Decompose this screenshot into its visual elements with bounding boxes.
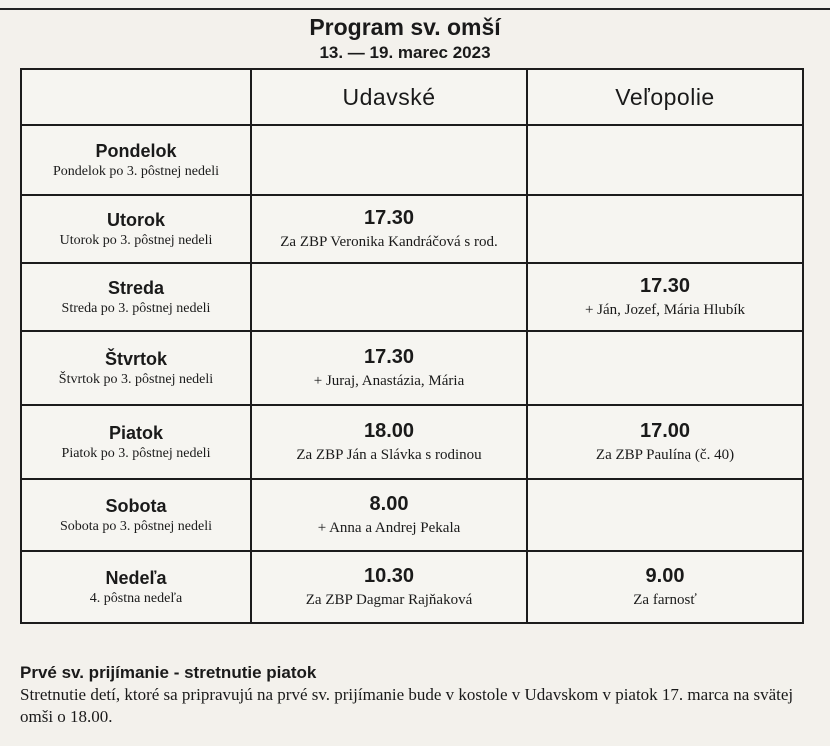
mass-intention: Za ZBP Veronika Kandráčová s rod. (280, 234, 498, 250)
day-name: Nedeľa (105, 568, 167, 588)
day-cell (21, 331, 251, 405)
mass-time: 10.30 (363, 565, 415, 587)
day-note: 4. pôstna nedeľa (89, 591, 183, 606)
table-row (21, 479, 803, 551)
table-row (21, 551, 803, 623)
mass-time: 17.00 (639, 420, 691, 442)
day-name: Štvrtok (104, 349, 167, 369)
mass-time: 9.00 (645, 565, 685, 587)
table-row (21, 263, 803, 331)
day-name: Streda (107, 278, 165, 298)
column-header-udavske: Udavské (251, 69, 527, 125)
table-row (21, 405, 803, 479)
mass-schedule-table (20, 68, 804, 624)
top-rule (0, 8, 830, 10)
day-note: Utorok po 3. pôstnej nedeli (59, 233, 213, 248)
udavske-cell (251, 331, 527, 405)
mass-intention: Za farnosť (633, 592, 697, 608)
mass-intention: + Anna a Andrej Pekala (317, 520, 461, 536)
mass-intention: + Juraj, Anastázia, Mária (313, 373, 465, 389)
udavske-cell (251, 125, 527, 195)
velopolie-cell (527, 263, 803, 331)
day-name: Pondelok (95, 141, 177, 161)
day-name: Sobota (105, 496, 167, 516)
day-cell (21, 551, 251, 623)
day-cell (21, 125, 251, 195)
mass-intention: Za ZBP Paulína (č. 40) (595, 447, 735, 463)
table-row (21, 331, 803, 405)
mass-time: 18.00 (363, 420, 415, 442)
column-header-day (21, 69, 251, 125)
udavske-cell (251, 551, 527, 623)
day-note: Pondelok po 3. pôstnej nedeli (52, 164, 220, 179)
day-name: Utorok (107, 210, 165, 230)
day-cell (21, 479, 251, 551)
mass-time: 8.00 (369, 493, 409, 515)
velopolie-cell (527, 331, 803, 405)
udavske-cell (251, 405, 527, 479)
day-cell (21, 195, 251, 263)
velopolie-cell (527, 125, 803, 195)
mass-time: 17.30 (639, 275, 691, 297)
day-cell (21, 405, 251, 479)
date-range: 13. — 19. marec 2023 (319, 43, 491, 62)
day-note: Piatok po 3. pôstnej nedeli (61, 446, 211, 461)
page-title: Program sv. omší (309, 14, 501, 40)
page-header (0, 12, 830, 64)
day-note: Sobota po 3. pôstnej nedeli (59, 519, 213, 534)
day-name: Piatok (108, 423, 164, 443)
velopolie-cell (527, 195, 803, 263)
udavske-cell (251, 263, 527, 331)
table-row (21, 125, 803, 195)
velopolie-cell (527, 551, 803, 623)
table-header-row (21, 69, 803, 125)
column-header-velopolie: Veľopolie (527, 69, 803, 125)
day-cell (21, 263, 251, 331)
udavske-cell (251, 195, 527, 263)
mass-intention: Za ZBP Ján a Slávka s rodinou (296, 447, 482, 463)
velopolie-cell (527, 405, 803, 479)
velopolie-cell (527, 479, 803, 551)
mass-time: 17.30 (363, 207, 415, 229)
day-note: Streda po 3. pôstnej nedeli (61, 301, 211, 316)
mass-intention: + Ján, Jozef, Mária Hlubík (584, 302, 746, 318)
notice-title: Prvé sv. prijímanie - stretnutie piatok (20, 663, 317, 682)
mass-time: 17.30 (363, 346, 415, 368)
notice-section (20, 662, 810, 728)
notice-text: Stretnutie detí, ktoré sa pripravujú na prvé sv. prijímanie bude v kostole v Udavskom v piatok 17. marca na svätej omši o 18.00. (20, 685, 794, 726)
udavske-cell (251, 479, 527, 551)
day-note: Štvrtok po 3. pôstnej nedeli (58, 372, 214, 387)
mass-intention: Za ZBP Dagmar Rajňaková (305, 592, 473, 608)
table-row (21, 195, 803, 263)
